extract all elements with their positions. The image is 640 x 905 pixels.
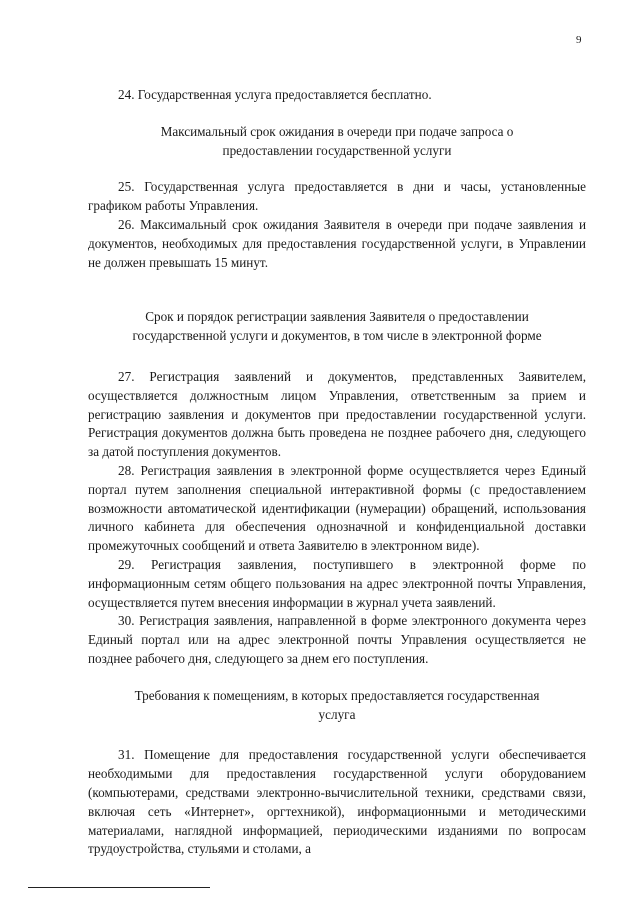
paragraph-25: 25. Государственная услуга предоставляется в дни и часы, установленные графиком работы Управления. xyxy=(88,179,586,214)
paragraph-26: 26. Максимальный срок ожидания Заявителя в очереди при подаче заявления и документов, необходимых для предоставления государственной услуги, в Управлении не должен превышать 15 минут. xyxy=(88,216,586,270)
heading-queue-wait-time: Максимальный срок ожидания в очереди при подаче запроса о предоставлении государственной услуги xyxy=(160,123,514,158)
paragraph-30: 30. Регистрация заявления, направленной в форме электронного документа через Единый портал или на адрес электронной почты Управления осуществляется не позднее рабочего дня, следующего за днем его поступления. xyxy=(88,613,586,666)
paragraph-24: 24. Государственная услуга предоставляется бесплатно. xyxy=(118,87,432,102)
footnote-rule xyxy=(28,887,210,888)
page-number: 9 xyxy=(576,34,582,46)
heading-premises: Требования к помещениям, в которых предоставляется государственная услуга xyxy=(134,687,540,722)
heading-registration: Срок и порядок регистрации заявления Заявителя о предоставлении государственной услуги и документов, в том числе в электронной форме xyxy=(132,309,542,344)
document-body xyxy=(88,86,586,859)
paragraph-28: 28. Регистрация заявления в электронной форме осуществляется через Единый портал путем заполнения специальной интерактивной формы (с предоставлением возможности автоматической идентификации (нумерации) обращений, использования личного кабинета для обеспечения однозначной и конфиденциальной доставки промежуточных сообщений и ответа Заявителю в электронном виде). xyxy=(88,462,586,554)
paragraph-27: 27. Регистрация заявлений и документов, представленных Заявителем, осуществляется должностным лицом Управления, ответственным за прием и регистрацию заявления и документов при предоставлении государственной услуги. Регистрация документов должна быть проведена не позднее рабочего дня, следующего за датой поступления документов. xyxy=(88,368,586,460)
paragraph-29: 29. Регистрация заявления, поступившего в электронной форме по информационным сетям общего пользования на адрес электронной почты Управления, осуществляется путем внесения информации в журнал учета заявлений. xyxy=(88,556,586,610)
paragraph-31: 31. Помещение для предоставления государственной услуги обеспечивается необходимыми для предоставления государственной услуги оборудованием (компьютерами, средствами электронно-вычислительной техники, средствами связи, включая сеть «Интернет», оргтехникой), информационными и методическими материалами, наглядной информацией, периодическими изданиями по вопросам трудоустройства, стульями и столами, а xyxy=(88,747,586,857)
